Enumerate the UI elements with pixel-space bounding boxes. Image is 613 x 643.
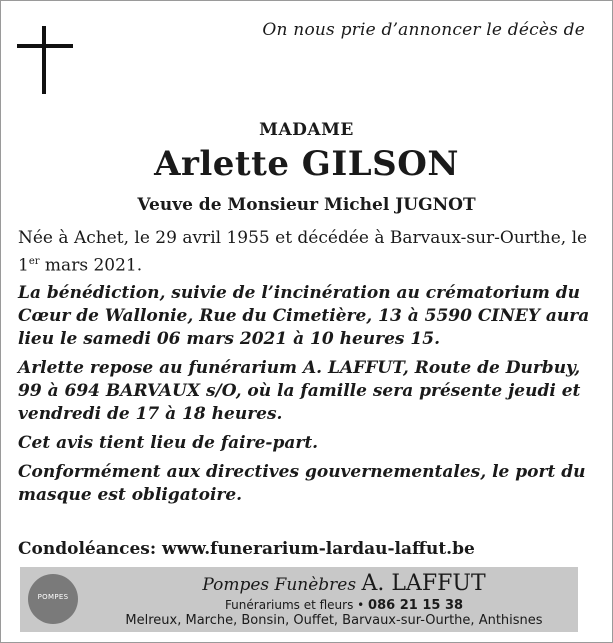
ceremony-paragraph: La bénédiction, suivie de l’incinération au crématorium du Cœur de Wallonie, Rue du Cimetière, 13 à 5590 CINEY aura lieu le samedi 06 mars 2021 à 10 heures 15. xyxy=(18,282,590,349)
widow-line: Veuve de Monsieur Michel JUGNOT xyxy=(137,195,476,215)
funeral-home-locations: Melreux, Marche, Bonsin, Ouffet, Barvaux-sur-Ourthe, Anthisnes xyxy=(125,613,543,628)
funeral-home-logo: POMPES xyxy=(28,574,78,624)
deceased-name: Arlette GILSON xyxy=(154,144,459,184)
deceased-prefix: MADAME xyxy=(259,120,354,140)
notice-body xyxy=(18,226,600,513)
faire-part-paragraph: Cet avis tient lieu de faire-part. xyxy=(18,432,319,453)
funeral-home-title: Pompes Funèbres A. LAFFUT xyxy=(202,571,486,596)
birth-death-line: Née à Achet, le 29 avril 1955 et décédée à Barvaux-sur-Ourthe, le 1er mars 2021. xyxy=(18,228,588,276)
condolences-line: Condoléances: www.funerarium-lardau-laffut.be xyxy=(18,539,475,559)
funeral-home-contact: Funérariums et fleurs • 086 21 15 38 xyxy=(224,598,464,613)
funeral-home-banner xyxy=(20,567,578,632)
funerarium-paragraph: Arlette repose au funérarium A. LAFFUT, Route de Durbuy, 99 à 694 BARVAUX s/O, où la famille sera présente jeudi et vendredi de 17 à 18 heures. xyxy=(18,357,581,424)
intro-text: On nous prie d’annoncer le décès de xyxy=(262,20,585,40)
cross-icon xyxy=(15,24,75,96)
mask-paragraph: Conformément aux directives gouvernementales, le port du masque est obligatoire. xyxy=(18,461,586,505)
